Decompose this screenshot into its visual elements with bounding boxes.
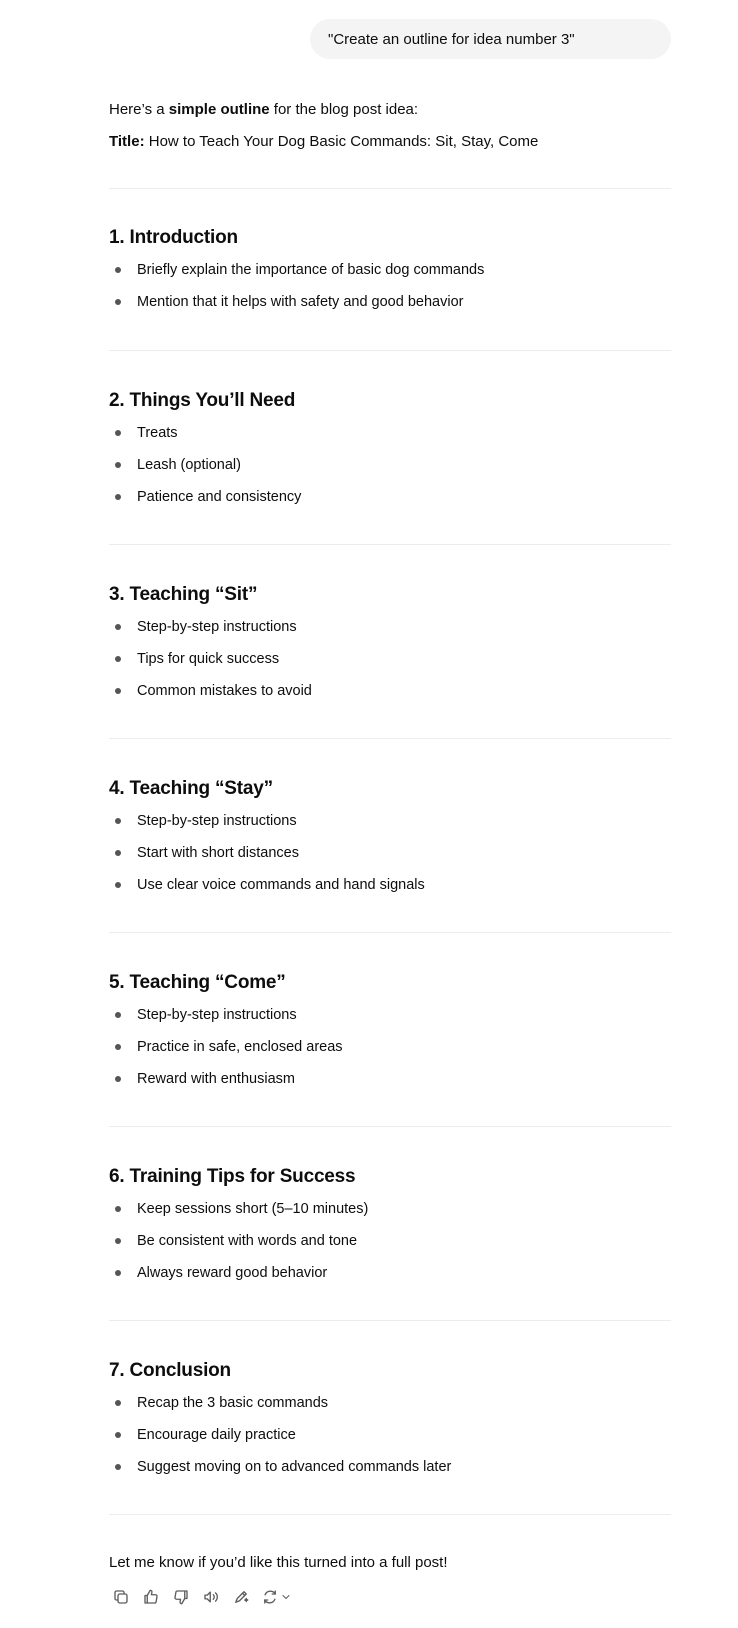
section-heading: 6. Training Tips for Success [109,1166,356,1187]
divider [109,1514,671,1515]
edit-button[interactable] [229,1585,253,1609]
list-item-text: Patience and consistency [137,489,302,505]
intro-prefix: Here’s a [109,101,169,118]
list-item [109,1004,671,1036]
bullet-icon [115,1076,121,1082]
outline-section-7 [109,1358,671,1488]
list-item-text: Always reward good behavior [137,1265,328,1281]
edit-icon [232,1588,250,1606]
outline-section-2 [109,388,671,518]
list-item-text: Be consistent with words and tone [137,1233,358,1249]
bullet-icon [115,850,121,856]
intro-bold: simple outline [168,101,270,118]
list-item-text: Recap the 3 basic commands [137,1395,329,1411]
outline-section-3 [109,582,671,712]
list-item-text: Common mistakes to avoid [137,683,312,699]
answer-closing: Let me know if you’d like this turned into a full post! [109,1554,448,1571]
list-item [109,1456,671,1488]
section-heading: 1. Introduction [109,227,238,248]
bullet-icon [115,1238,121,1244]
outline-section-4 [109,776,671,906]
section-heading: 3. Teaching “Sit” [109,584,258,605]
bullet-icon [115,656,121,662]
bullet-icon [115,1012,121,1018]
answer-title [109,131,671,153]
read-aloud-button[interactable] [199,1585,223,1609]
list-item [109,422,671,454]
list-item-text: Leash (optional) [137,457,241,473]
list-item [109,1036,671,1068]
divider [109,188,671,189]
section-heading: 7. Conclusion [109,1360,231,1381]
read-aloud-icon [202,1588,220,1606]
section-heading: 4. Teaching “Stay” [109,778,273,799]
regenerate-icon [261,1588,279,1606]
list-item [109,810,671,842]
list-item [109,1262,671,1294]
list-item-text: Reward with enthusiasm [137,1071,295,1087]
bullet-icon [115,462,121,468]
answer-intro [109,99,671,121]
list-item [109,616,671,648]
bullet-icon [115,1400,121,1406]
thumbs-up-button[interactable] [139,1585,163,1609]
section-heading: 2. Things You’ll Need [109,390,296,411]
list-item [109,1068,671,1100]
divider [109,544,671,545]
list-item-text: Start with short distances [137,845,299,861]
user-message-text: "Create an outline for idea number 3" [328,30,575,48]
bullet-icon [115,299,121,305]
list-item-text: Practice in safe, enclosed areas [137,1039,343,1055]
list-item-text: Step-by-step instructions [137,813,297,829]
list-item-text: Suggest moving on to advanced commands later [137,1459,452,1475]
title-text: How to Teach Your Dog Basic Commands: Sit, Stay, Come [144,133,539,150]
list-item [109,259,671,291]
outline-section-1 [109,225,671,323]
list-item [109,842,671,874]
regenerate-button[interactable] [259,1585,293,1609]
list-item [109,874,671,906]
list-item-text: Briefly explain the importance of basic dog commands [137,262,485,278]
bullet-icon [115,624,121,630]
list-item [109,1392,671,1424]
message-actions [109,1585,293,1609]
chevron-down-icon [280,1591,292,1603]
user-message-bubble [310,19,671,59]
list-item-text: Treats [137,425,178,441]
list-item-text: Mention that it helps with safety and good behavior [137,294,464,310]
thumbs-down-button[interactable] [169,1585,193,1609]
intro-suffix: for the blog post idea: [269,101,419,118]
list-item-text: Step-by-step instructions [137,619,297,635]
divider [109,1320,671,1321]
assistant-answer [109,99,671,153]
list-item [109,1424,671,1456]
bullet-icon [115,882,121,888]
bullet-icon [115,430,121,436]
bullet-icon [115,1464,121,1470]
list-item [109,1230,671,1262]
list-item-text: Keep sessions short (5–10 minutes) [137,1201,369,1217]
bullet-icon [115,494,121,500]
list-item [109,648,671,680]
copy-button[interactable] [109,1585,133,1609]
thumbs-down-icon [172,1588,190,1606]
bullet-icon [115,1206,121,1212]
thumbs-up-icon [142,1588,160,1606]
section-heading: 5. Teaching “Come” [109,972,286,993]
list-item-text: Use clear voice commands and hand signals [137,877,425,893]
title-label: Title: [109,133,145,150]
bullet-icon [115,1270,121,1276]
bullet-icon [115,1044,121,1050]
divider [109,738,671,739]
divider [109,1126,671,1127]
list-item-text: Tips for quick success [137,651,280,667]
bullet-icon [115,688,121,694]
list-item [109,486,671,518]
bullet-icon [115,267,121,273]
list-item-text: Step-by-step instructions [137,1007,297,1023]
outline-section-6 [109,1164,671,1294]
divider [109,350,671,351]
list-item [109,454,671,486]
list-item [109,1198,671,1230]
outline-section-5 [109,970,671,1100]
bullet-icon [115,818,121,824]
list-item [109,291,671,323]
copy-icon [112,1588,130,1606]
divider [109,932,671,933]
list-item-text: Encourage daily practice [137,1427,296,1443]
list-item [109,680,671,712]
bullet-icon [115,1432,121,1438]
